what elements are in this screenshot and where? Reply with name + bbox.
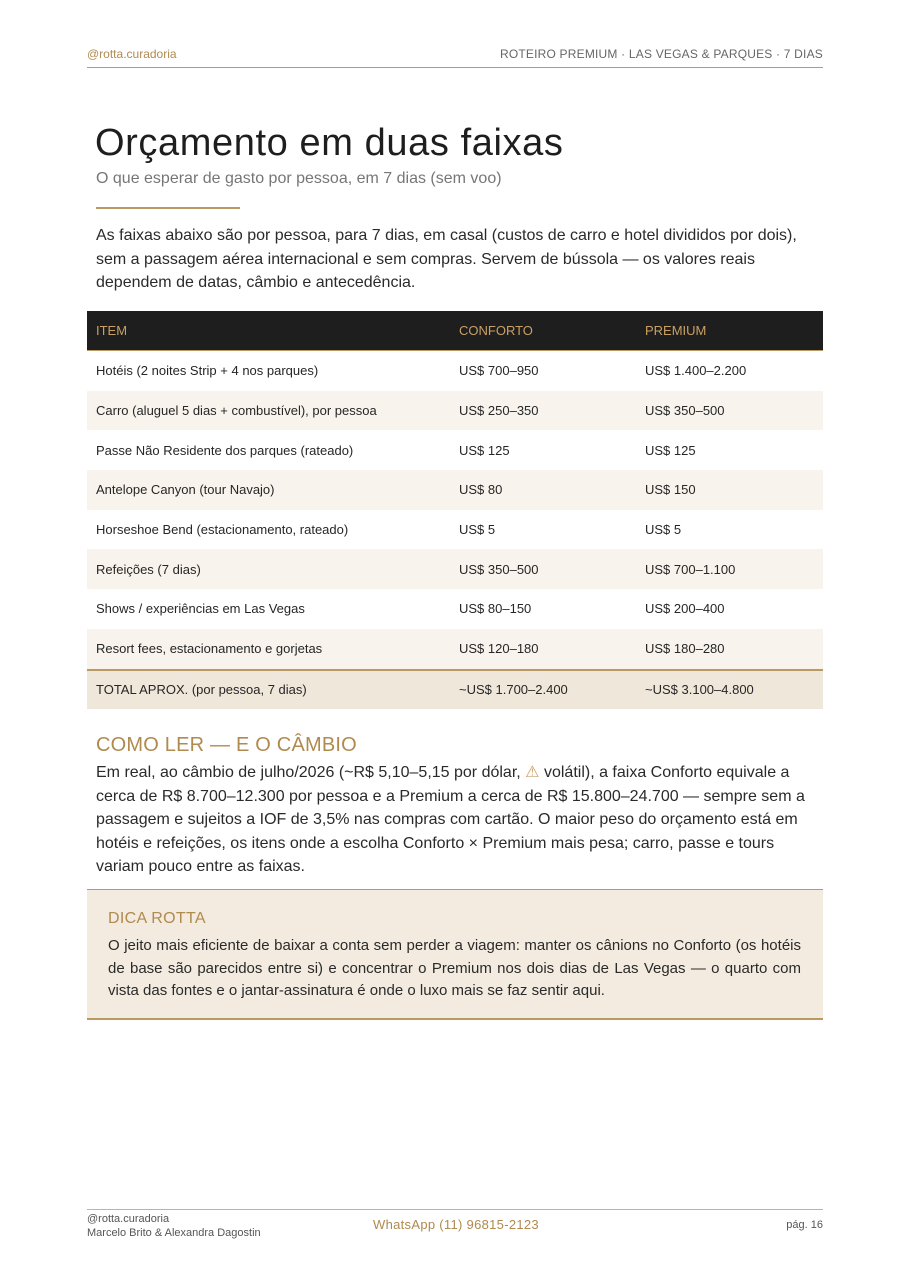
cell-conforto: US$ 350–500 [450, 549, 636, 589]
cell-conforto: US$ 80 [450, 470, 636, 510]
cell-premium: US$ 125 [645, 442, 696, 458]
cell-conforto: US$ 120–180 [450, 629, 636, 670]
page-subtitle: O que esperar de gasto por pessoa, em 7 dias (sem voo) [96, 170, 502, 187]
table-row [87, 391, 823, 431]
table-row [87, 430, 823, 470]
tip-title: DICA ROTTA [108, 910, 206, 927]
tip-body: O jeito mais eficiente de baixar a conta sem perder a viagem: manter os cânions no Conforto (os hotéis de base são parecidos entre si) e concentrar o Premium nos dois dias de Las Vegas — o quarto com vista das fontes e o jantar-assinatura é onde o luxo mais se faz sentir aqui. [108, 937, 801, 999]
table-row [87, 510, 823, 550]
cell-premium: US$ 1.400–2.200 [645, 363, 747, 379]
table-row [87, 589, 823, 629]
accent-divider [96, 207, 240, 209]
cell-conforto: US$ 5 [459, 522, 496, 538]
footer-handle: @rotta.curadoria [87, 1213, 170, 1225]
header-handle: @rotta.curadoria [87, 47, 177, 61]
footer-authors: Marcelo Brito & Alexandra Dagostin [87, 1227, 261, 1239]
cell-item: Shows / experiências em Las Vegas [96, 601, 305, 617]
cell-item: Resort fees, estacionamento e gorjetas [87, 629, 450, 670]
section-title: COMO LER — E O CÂMBIO [96, 734, 357, 756]
section-text-part-1: Em real, ao câmbio de julho/2026 (~R$ 5,10–5,15 por dólar, [96, 764, 526, 781]
cell-conforto: US$ 250–350 [450, 391, 636, 431]
page-title: Orçamento em duas faixas [95, 122, 564, 164]
cell-premium: US$ 200–400 [645, 601, 725, 617]
cell-item: Antelope Canyon (tour Navajo) [87, 470, 450, 510]
total-conforto: ~US$ 1.700–2.400 [450, 670, 636, 709]
table-total-row [87, 670, 823, 709]
warning-icon: ⚠ [525, 764, 540, 781]
cell-premium: US$ 350–500 [636, 391, 823, 431]
cell-conforto: US$ 80–150 [459, 601, 532, 617]
cell-premium: US$ 180–280 [636, 629, 823, 670]
table-row [87, 470, 823, 510]
column-header-item: ITEM [87, 311, 450, 351]
cell-conforto: US$ 700–950 [459, 363, 539, 379]
cell-premium: US$ 5 [645, 522, 682, 538]
cell-item: Hotéis (2 noites Strip + 4 nos parques) [96, 363, 319, 379]
cell-premium: US$ 150 [636, 470, 823, 510]
intro-paragraph: As faixas abaixo são por pessoa, para 7 dias, em casal (custos de carro e hotel divididos por dois), sem a passagem aérea internacional e sem compras. Servem de bússola — os valores reais dependem de datas, câmbio e antecedência. [96, 227, 797, 291]
cell-item: Carro (aluguel 5 dias + combustível), por pessoa [87, 391, 450, 431]
header-document-title: ROTEIRO PREMIUM · LAS VEGAS & PARQUES · 7 DIAS [499, 47, 823, 61]
table-row [87, 351, 823, 391]
section-text-part-2: volátil), a faixa Conforto equivale a cerca de R$ 8.700–12.300 por pessoa e a Premium a cerca de R$ 15.800–24.700 — sempre sem a passagem e sujeitos a IOF de 3,5% nas compras com cartão. O maior peso do orçamento está em hotéis e refeições, os itens onde a escolha Conforto × Premium mais pesa; carro, passe e tours variam pouco entre as faixas. [96, 764, 805, 876]
tip-box [87, 889, 823, 1020]
cell-item: Horseshoe Bend (estacionamento, rateado) [96, 522, 349, 538]
column-header-conforto: CONFORTO [450, 311, 636, 351]
page-header [87, 46, 823, 68]
page-footer [87, 1209, 823, 1250]
cell-conforto: US$ 125 [459, 442, 510, 458]
total-premium: ~US$ 3.100–4.800 [636, 670, 823, 709]
footer-whatsapp-link[interactable]: WhatsApp (11) 96815-2123 [373, 1217, 539, 1232]
cell-item: Refeições (7 dias) [87, 549, 450, 589]
table-header-row [87, 311, 823, 351]
table-row [87, 629, 823, 670]
section-paragraph [96, 761, 820, 879]
cell-item: Passe Não Residente dos parques (rateado) [96, 442, 354, 458]
page-number: pág. 16 [786, 1219, 823, 1231]
column-header-premium: PREMIUM [636, 311, 823, 351]
table-row [87, 549, 823, 589]
total-label: TOTAL APROX. (por pessoa, 7 dias) [87, 670, 450, 709]
budget-table [87, 311, 823, 709]
cell-premium: US$ 700–1.100 [636, 549, 823, 589]
